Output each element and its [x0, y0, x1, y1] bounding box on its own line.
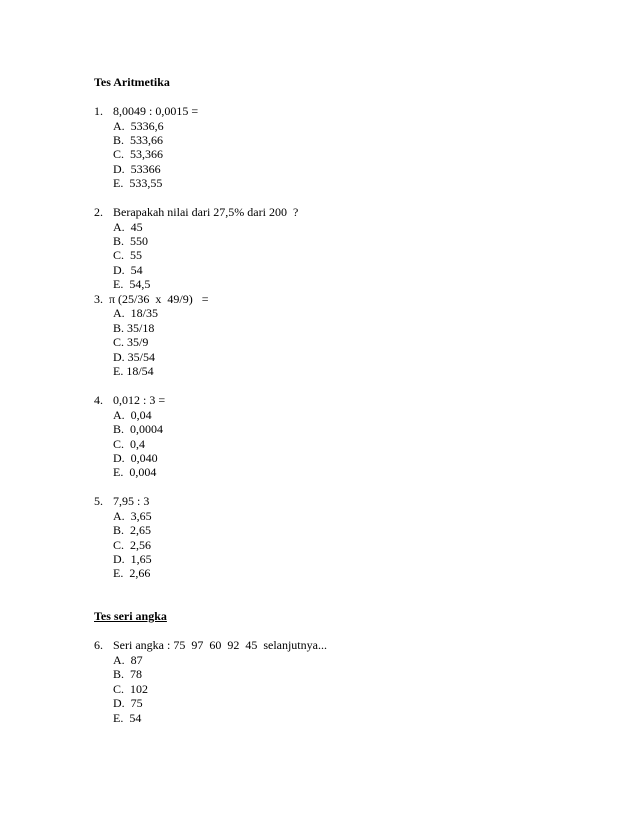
question-6-option-e: E. 54: [113, 711, 142, 725]
question-1-number: 1.: [94, 104, 103, 118]
question-3-option-b: B. 35/18: [113, 321, 155, 335]
question-3-option-d: D. 35/54: [113, 350, 155, 364]
question-4-text: 0,012 : 3 =: [113, 393, 166, 407]
question-5-option-a: A. 3,65: [113, 509, 152, 523]
question-1-option-a: A. 5336,6: [113, 119, 164, 133]
question-1-text: 8,0049 : 0,0015 =: [113, 104, 199, 118]
section-title-seri-angka: Tes seri angka: [94, 609, 167, 623]
section-title-aritmetika: Tes Aritmetika: [94, 75, 170, 89]
question-2-text: Berapakah nilai dari 27,5% dari 200 ?: [113, 205, 299, 219]
question-6-option-a: A. 87: [113, 653, 143, 667]
question-5-text: 7,95 : 3: [113, 494, 150, 508]
question-2-option-e: E. 54,5: [113, 277, 151, 291]
question-4-number: 4.: [94, 393, 103, 407]
question-6-text: Seri angka : 75 97 60 92 45 selanjutnya...: [113, 638, 327, 652]
question-4-option-e: E. 0,004: [113, 465, 157, 479]
question-6-number: 6.: [94, 638, 103, 652]
question-3-text: π (25/36 x 49/9) =: [109, 292, 209, 306]
question-2-option-d: D. 54: [113, 263, 143, 277]
question-4-option-d: D. 0,040: [113, 451, 158, 465]
question-6-option-c: C. 102: [113, 682, 149, 696]
question-6-option-b: B. 78: [113, 667, 143, 681]
question-5-option-c: C. 2,56: [113, 538, 152, 552]
question-6-option-d: D. 75: [113, 696, 143, 710]
question-1-option-e: E. 533,55: [113, 176, 163, 190]
question-2-option-b: B. 550: [113, 234, 149, 248]
question-1-option-b: B. 533,66: [113, 133, 164, 147]
question-5-number: 5.: [94, 494, 103, 508]
question-4-option-b: B. 0,0004: [113, 422, 164, 436]
question-1-option-d: D. 53366: [113, 162, 161, 176]
question-5-option-e: E. 2,66: [113, 566, 151, 580]
question-1-option-c: C. 53,366: [113, 147, 164, 161]
question-2-number: 2.: [94, 205, 103, 219]
question-4-option-c: C. 0,4: [113, 437, 146, 451]
question-2-option-c: C. 55: [113, 248, 143, 262]
question-5-option-b: B. 2,65: [113, 523, 152, 537]
question-3-option-e: E. 18/54: [113, 364, 154, 378]
question-3-number: 3.: [94, 292, 103, 306]
question-2-option-a: A. 45: [113, 220, 143, 234]
question-3-option-a: A. 18/35: [113, 306, 158, 320]
question-5-option-d: D. 1,65: [113, 552, 152, 566]
question-3-option-c: C. 35/9: [113, 335, 149, 349]
question-4-option-a: A. 0,04: [113, 408, 152, 422]
